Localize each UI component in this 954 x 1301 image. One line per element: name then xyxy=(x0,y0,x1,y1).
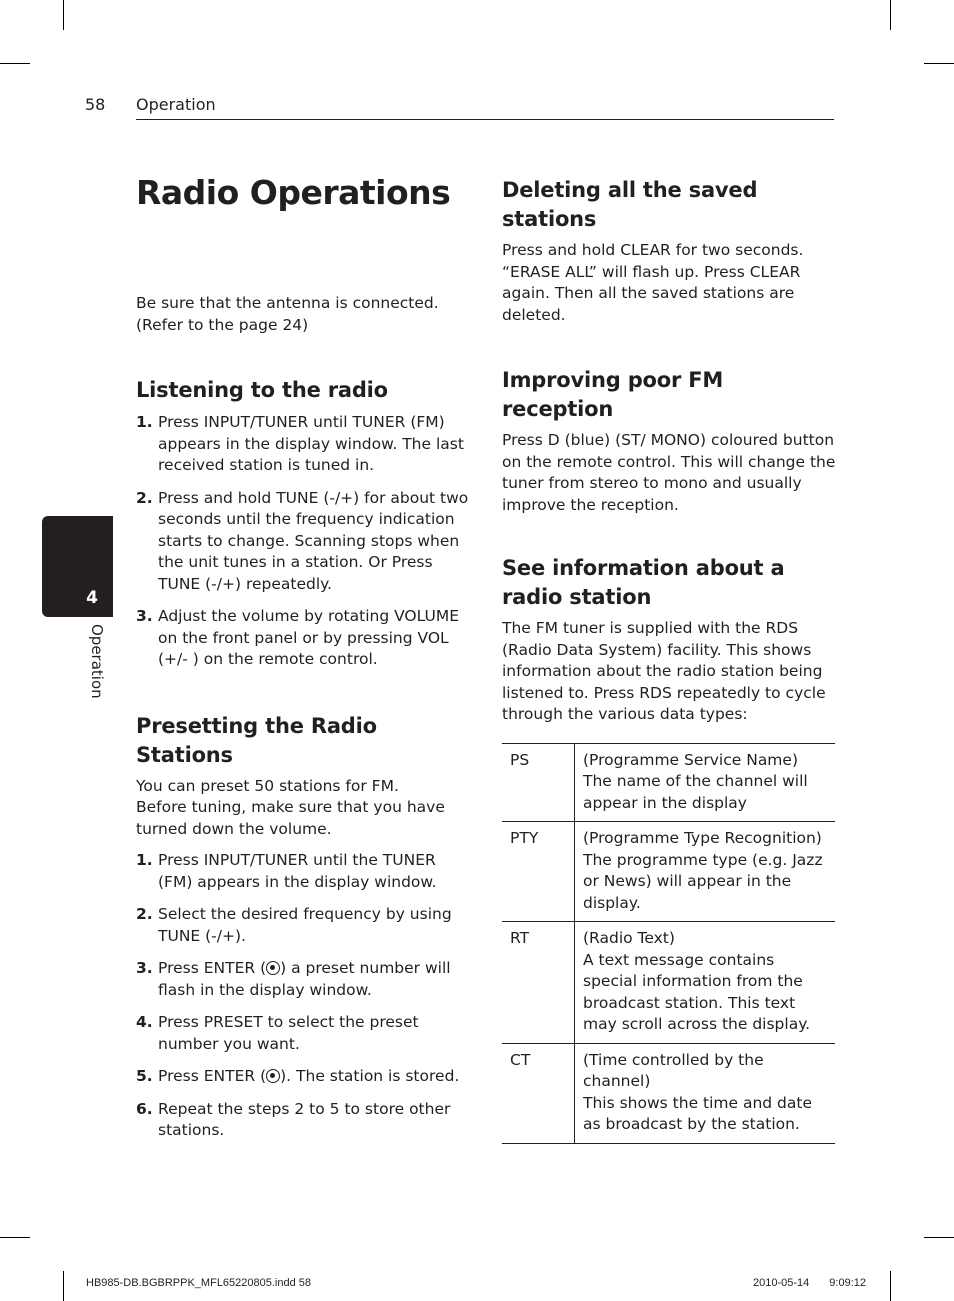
step-number: 4. xyxy=(136,1013,153,1031)
step-text: Select the desired frequency by using TUNE (-/+). xyxy=(158,905,452,945)
presetting-steps xyxy=(136,850,470,1142)
table-row xyxy=(502,743,835,822)
crop-mark xyxy=(890,0,891,30)
crop-mark xyxy=(63,1271,64,1301)
list-item xyxy=(136,958,470,1001)
step-text-pre: Press ENTER ( xyxy=(158,959,267,977)
left-column xyxy=(136,170,470,1153)
step-text-post: ) a preset number will flash in the display window. xyxy=(158,959,451,999)
intro-line: Be sure that the antenna is connected. xyxy=(136,294,439,312)
list-item xyxy=(136,904,470,947)
intro-line: (Refer to the page 24) xyxy=(136,315,309,334)
running-head: Operation xyxy=(136,95,216,114)
chapter-tab xyxy=(42,516,113,617)
step-text: Press INPUT/TUNER until the TUNER (FM) appears in the display window. xyxy=(158,851,437,891)
right-column xyxy=(502,170,836,1144)
rds-desc: The name of the channel will appear in the display xyxy=(583,772,808,812)
section-heading-improving: Improving poor FM reception xyxy=(502,368,724,421)
rds-desc: The programme type (e.g. Jazz or News) will appear in the display. xyxy=(583,850,823,912)
rds-desc: This shows the time and date as broadcast by the station. xyxy=(583,1093,813,1133)
presetting-intro: Before tuning, make sure that you have turned down the volume. xyxy=(136,798,445,838)
header-rule xyxy=(136,119,834,120)
step-number: 5. xyxy=(136,1067,153,1085)
listening-steps xyxy=(136,412,470,671)
list-item xyxy=(136,1066,470,1088)
table-row xyxy=(502,1043,835,1143)
rds-key: RT xyxy=(502,922,575,1044)
chapter-number: 4 xyxy=(86,588,98,608)
list-item xyxy=(136,850,470,893)
step-text: Adjust the volume by rotating VOLUME on the front panel or by pressing VOL (+/- ) on the remote control. xyxy=(158,607,460,668)
crop-mark xyxy=(0,1237,30,1238)
step-text: Press PRESET to select the preset number you want. xyxy=(158,1013,419,1053)
presetting-intro: You can preset 50 stations for FM. xyxy=(136,776,399,795)
enter-button-icon xyxy=(266,961,280,975)
footer-time: 9:09:12 xyxy=(829,1277,866,1289)
table-row xyxy=(502,922,835,1044)
step-number: 3. xyxy=(136,959,153,977)
footer-date: 2010-05-14 xyxy=(753,1277,810,1289)
rds-key: PS xyxy=(502,743,575,822)
step-text: Repeat the steps 2 to 5 to store other stations. xyxy=(158,1099,451,1139)
rds-title: (Time controlled by the channel) xyxy=(583,1050,764,1090)
list-item xyxy=(136,1012,470,1055)
list-item xyxy=(136,488,470,596)
section-heading-listening: Listening to the radio xyxy=(136,378,388,402)
list-item xyxy=(136,1099,470,1142)
step-number: 1. xyxy=(136,413,153,431)
deleting-text: “ERASE ALL” will flash up. Press CLEAR again. Then all the saved stations are deleted. xyxy=(502,262,801,324)
deleting-text: Press and hold CLEAR for two seconds. xyxy=(502,241,804,259)
rds-desc-cell xyxy=(575,922,836,1044)
step-number: 6. xyxy=(136,1099,153,1118)
rds-intro: The FM tuner is supplied with the RDS (Radio Data System) facility. This shows information about the radio station being listened to. Press RDS repeatedly to cycle through the various data types: xyxy=(502,619,826,723)
rds-title: (Programme Service Name) xyxy=(583,750,798,769)
page-title: Radio Operations xyxy=(136,173,451,212)
step-text-pre: Press ENTER ( xyxy=(158,1067,267,1085)
rds-key: PTY xyxy=(502,822,575,922)
section-heading-presetting: Presetting the Radio Stations xyxy=(136,713,377,767)
rds-key: CT xyxy=(502,1043,575,1143)
crop-mark xyxy=(890,1271,891,1301)
step-number: 1. xyxy=(136,851,153,869)
section-heading-deleting: Deleting all the saved stations xyxy=(502,178,758,231)
step-number: 2. xyxy=(136,905,153,923)
improving-text: Press D (blue) (ST/ MONO) coloured button on the remote control. This will change the tuner from stereo to mono and usually improve the reception. xyxy=(502,431,836,514)
crop-mark xyxy=(924,63,954,64)
rds-desc-cell xyxy=(575,1043,836,1143)
page-number: 58 xyxy=(85,95,106,114)
rds-desc-cell xyxy=(575,743,836,822)
crop-mark xyxy=(0,63,30,64)
list-item xyxy=(136,606,470,671)
section-heading-rds: See information about a radio station xyxy=(502,556,785,609)
step-text: Press INPUT/TUNER until TUNER (FM) appears in the display window. The last received station is tuned in. xyxy=(158,413,464,474)
step-text: Press and hold TUNE (-/+) for about two seconds until the frequency indication starts to change. Scanning stops when the unit tunes in a station. Or Press TUNE (-/+) repeatedly. xyxy=(158,488,469,593)
rds-desc: A text message contains special information from the broadcast station. This text may scroll across the display. xyxy=(583,950,811,1033)
enter-button-icon xyxy=(266,1069,280,1083)
rds-title: (Radio Text) xyxy=(583,929,675,947)
crop-mark xyxy=(924,1237,954,1238)
rds-table xyxy=(502,743,835,1144)
list-item xyxy=(136,412,470,477)
table-row xyxy=(502,822,835,922)
footer-timestamp xyxy=(753,1277,866,1289)
step-number: 3. xyxy=(136,607,153,625)
crop-mark xyxy=(63,0,64,30)
step-number: 2. xyxy=(136,488,153,507)
rds-title: (Programme Type Recognition) xyxy=(583,829,822,847)
chapter-label: Operation xyxy=(88,624,106,699)
rds-desc-cell xyxy=(575,822,836,922)
footer-filename: HB985-DB.BGBRPPK_MFL65220805.indd 58 xyxy=(86,1277,312,1289)
step-text-post: ). The station is stored. xyxy=(280,1067,460,1085)
